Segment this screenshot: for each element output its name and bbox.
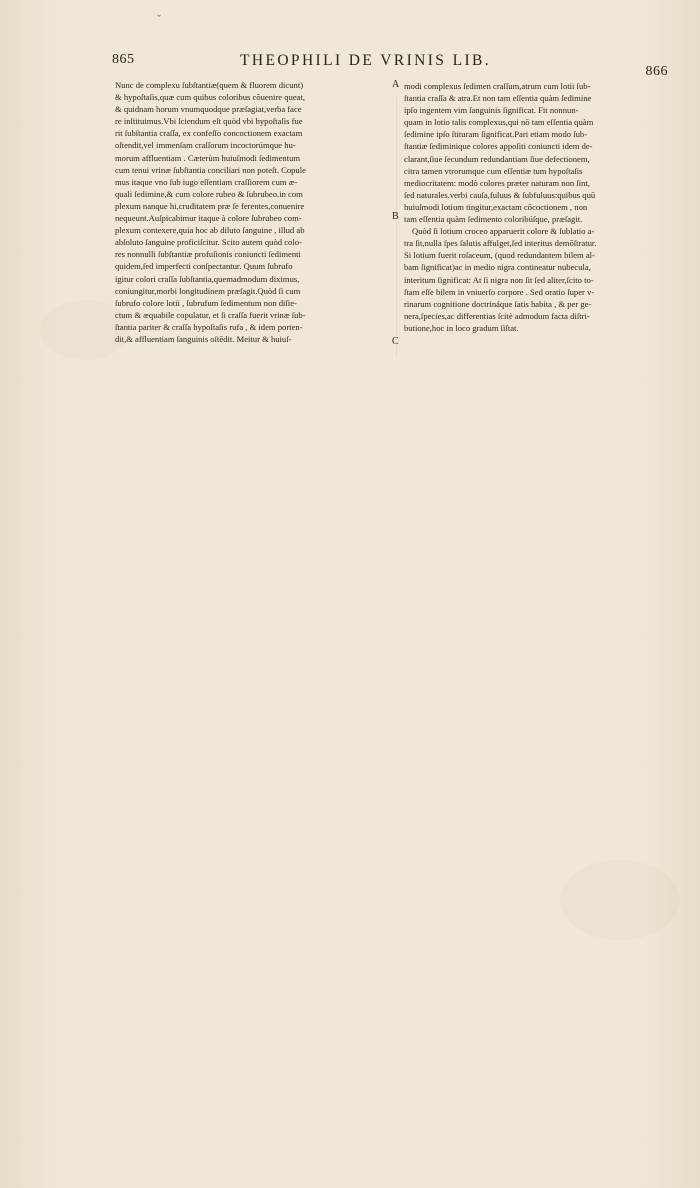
- text-line: clarant,ſiue ſecundum redundantiam ſiue defectionem,: [404, 153, 590, 164]
- text-line: Nunc de complexu ſubſtantiæ(quem & fluorem dicunt): [115, 80, 304, 90]
- text-line: ſtantiæ ſediminique colores appoſiti coniuncti idem de-: [404, 141, 593, 152]
- text-line: quidem,ſed imperfecti conſpectantur. Quum ſubrufo: [115, 261, 293, 272]
- text-line: plexum nanque hi,cruditatem præ ſe ferentes,conuenire: [115, 200, 305, 211]
- text-line: ipſo ingentem vim ſanguinis ſignificat. Fit nonnun-: [404, 105, 579, 116]
- text-line: nera,ſpecies,ac differentias ſcitè admodum facta diſtri-: [404, 310, 590, 321]
- text-line: & quidnam horum vnumquodque præſagiat,verba face: [115, 104, 302, 115]
- text-line: abſoluto ſanguine proficiſcitur. Scito autem quòd colo-: [115, 237, 302, 248]
- text-line: ſtantia pariter & craſſa hypoſtaſis rufa , & idem porten-: [115, 321, 303, 332]
- text-line: tra ſit,nulla ſpes ſalutis affulget,ſed interitus demōſtratur.: [404, 238, 597, 249]
- text-line: oſtendit,vel immenſam craſſorum incoctorúmque hu-: [115, 140, 296, 151]
- margin-letter-c: C: [392, 336, 399, 347]
- page-number-right: 866: [645, 64, 668, 79]
- column-divider: [396, 97, 397, 357]
- text-line: rit ſubſtantia craſſa, ex confeſſo concoctionem exactam: [115, 128, 303, 139]
- text-line: rinarum cognitione doctrináque ſatis habita , & per ge-: [404, 298, 592, 309]
- text-line: dit,& affluentiam ſanguinis oſtēdit. Meitur & huiuſ-: [115, 333, 292, 344]
- text-line: res nonnulli ſubſtantiæ profuſionis coniuncti ſedimenti: [115, 249, 301, 260]
- text-line: citra tamen vtrorumque cum eſſentiæ tum hypoſtaſis: [404, 165, 583, 176]
- text-line: ſubrufo colore lotii , ſubrufum ſedimentum non diſie-: [115, 297, 297, 308]
- text-line: re inſtituimus.Vbi ſciendum eſt quòd vbi hypoſtaſis fue: [115, 116, 303, 127]
- text-line: igitur colori craſſa ſubſtantia,quemadmodum diximus,: [115, 273, 300, 284]
- text-line: quam in lotio talis complexus,qui nō tam eſſentia quàm: [404, 117, 594, 128]
- running-head: THEOPHILI DE VRINIS LIB.: [240, 52, 492, 69]
- text-line: Si lotium fuerit roſaceum, (quod redundantem bilem al-: [404, 250, 595, 261]
- text-line: ſtam eſſe bilem in vniuerſo corpore . Sed oratio ſuper v-: [404, 286, 595, 297]
- text-line: modi complexus ſedimen craſſum,atrum cum lotii ſub-: [404, 81, 591, 91]
- margin-letter-a: A: [392, 79, 400, 90]
- text-line: interitum ſignificat: At ſi nigra non ſit ſed aliter,ſcito to-: [404, 274, 594, 285]
- left-column-text: [115, 79, 387, 345]
- ink-mark: ˇ: [157, 12, 161, 26]
- text-line: cum tenui vrinæ ſubſtantia conciliari non poteſt. Copule: [115, 164, 306, 175]
- page-header: [112, 52, 670, 79]
- text-line: Quòd ſi lotium croceo apparuerit colore & ſublatio a-: [412, 226, 595, 237]
- text-line: butione,hoc in loco gradum ſiſtat.: [404, 322, 519, 333]
- margin-letter-b: B: [392, 211, 399, 222]
- text-line: ſedimine ipſo ſtituram ſignificat.Pari etiam modo ſub-: [404, 129, 588, 140]
- text-line: quali ſedimine,& cum colore rubeo & ſubrubeo.in com: [115, 188, 303, 199]
- text-line: plexum contexere,quia hoc ab diluto ſanguine , illud ab: [115, 225, 305, 236]
- page-number-left: 865: [112, 52, 135, 67]
- text-line: ſtantia craſſa & atra.Et non tam eſſentia quàm ſedimine: [404, 93, 592, 104]
- text-line: bam ſignificat)ac in medio nigra contineatur nubecula,: [404, 262, 591, 273]
- text-line: morum affluentiam . Cæterùm huiuſmodi ſedimentum: [115, 152, 301, 163]
- right-column-text: [404, 80, 668, 334]
- text-line: & hypoſtaſis,quæ cum quibus coloribus cõuenire queat,: [115, 92, 305, 103]
- text-line: mus itaque vno ſub iugo eſſentiam craſſiorem cum æ-: [115, 176, 298, 187]
- text-line: tam eſſentia quàm ſedimento coloribúſque, præſagit.: [404, 214, 583, 225]
- text-line: mediocritatem: modò colores præter naturam non ſint,: [404, 177, 590, 188]
- paper-stain: [560, 860, 680, 940]
- text-line: nequeunt.Auſpicabimur itaque à colore ſubrubeo com-: [115, 213, 302, 224]
- text-line: ctum & æquabile copulatur, et ſi craſſa fuerit vrinæ ſub-: [115, 309, 306, 320]
- text-line: coniungitur,morbi longitudinem præſagit.Quòd ſi cum: [115, 285, 301, 296]
- text-line: huiuſmodi lotium tingitur,exactam cōcoctionem , non: [404, 201, 588, 212]
- text-line: ſed naturales.verbi cauſa,fuluus & ſubfuluus:quibus quū: [404, 189, 596, 200]
